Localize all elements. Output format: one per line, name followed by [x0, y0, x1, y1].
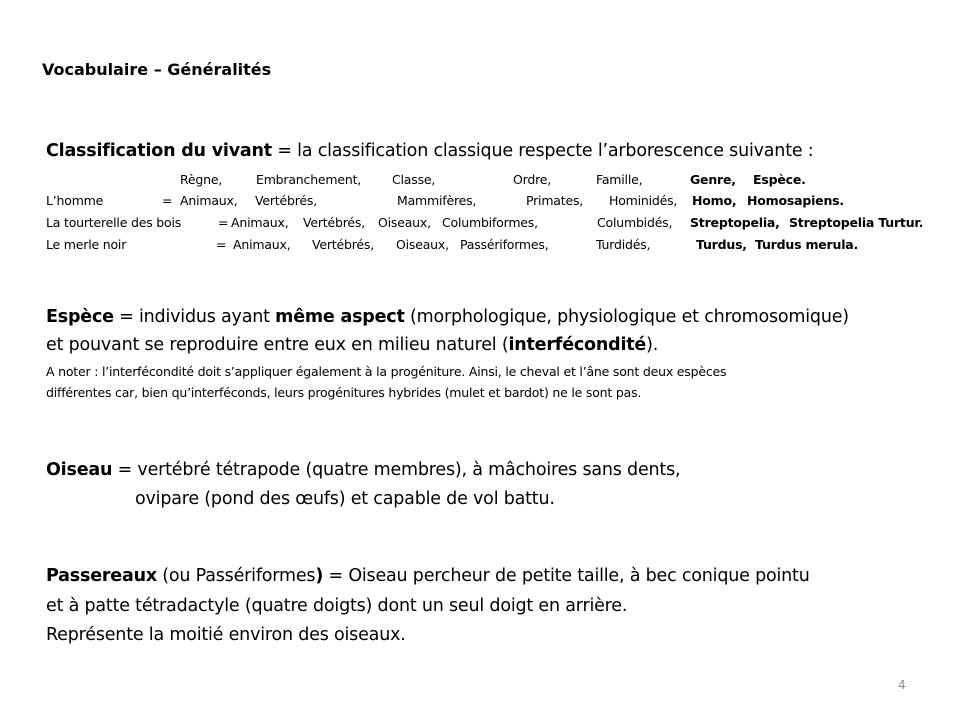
espece-bold-interfecondite: interfécondité [508, 335, 647, 355]
espece-line-2 [46, 335, 658, 355]
header-espece: Espèce. [753, 172, 806, 187]
classification-term: Classification du vivant [46, 141, 272, 161]
row-regne: Animaux, [231, 215, 289, 230]
row-ordre: Primates, [526, 193, 584, 208]
espece-text-b: (morphologique, physiologique et chromosomique) [404, 307, 849, 327]
row-espece: Turdus merula. [755, 237, 859, 252]
passereaux-term: Passereaux [46, 566, 157, 586]
classification-text: = la classification classique respecte l’arborescence suivante : [271, 141, 814, 161]
row-name: La tourterelle des bois [46, 215, 182, 230]
row-equals: = [216, 237, 227, 252]
row-famille: Hominidés, [609, 193, 678, 208]
row-name: Le merle noir [46, 237, 127, 252]
espece-line-1 [46, 307, 849, 327]
slide-title: Vocabulaire – Généralités [42, 60, 272, 79]
row-regne: Animaux, [233, 237, 291, 252]
row-espece: Homosapiens. [747, 193, 844, 208]
row-equals: = [162, 193, 173, 208]
header-ordre: Ordre, [513, 172, 552, 187]
row-name: L’homme [46, 193, 104, 208]
row-famille: Columbidés, [597, 215, 673, 230]
row-embranchement: Vertébrés, [303, 215, 365, 230]
espece-text-d: ). [646, 335, 659, 355]
classification-definition [46, 141, 813, 161]
row-classe: Mammifères, [397, 193, 477, 208]
row-ordre: Columbiformes, [442, 215, 538, 230]
row-equals: = [218, 215, 229, 230]
row-espece: Streptopelia Turtur. [789, 215, 924, 230]
oiseau-line-2: ovipare (pond des œufs) et capable de vol battu. [135, 489, 555, 509]
passereaux-text-a: (ou Passériformes [156, 566, 316, 586]
header-embranchement: Embranchement, [256, 172, 362, 187]
espece-text-a: = individus ayant [113, 307, 276, 327]
oiseau-text: = vertébré tétrapode (quatre membres), à mâchoires sans dents, [112, 460, 681, 480]
header-famille: Famille, [596, 172, 643, 187]
row-ordre: Passériformes, [460, 237, 549, 252]
espece-note-1: A noter : l’interfécondité doit s’appliquer également à la progéniture. Ainsi, le cheval et l’âne sont deux espèces [46, 364, 727, 379]
header-classe: Classe, [392, 172, 436, 187]
row-embranchement: Vertébrés, [255, 193, 317, 208]
passereaux-line-2: et à patte tétradactyle (quatre doigts) dont un seul doigt en arrière. [46, 596, 628, 616]
espece-note-2: différentes car, bien qu’interféconds, leurs progénitures hybrides (mulet et bardot) ne le sont pas. [46, 385, 642, 400]
passereaux-text-b: = Oiseau percheur de petite taille, à bec conique pointu [323, 566, 810, 586]
page-number: 4 [898, 678, 906, 692]
espece-bold-aspect: même aspect [275, 307, 405, 327]
row-genre: Homo, [692, 193, 737, 208]
row-classe: Oiseaux, [378, 215, 431, 230]
row-genre: Turdus, [696, 237, 747, 252]
row-famille: Turdidés, [596, 237, 651, 252]
passereaux-line-3: Représente la moitié environ des oiseaux. [46, 625, 406, 645]
espece-text-c: et pouvant se reproduire entre eux en milieu naturel ( [46, 335, 509, 355]
row-classe: Oiseaux, [396, 237, 449, 252]
passereaux-paren: ) [315, 566, 324, 586]
espece-term: Espèce [46, 307, 114, 327]
header-genre: Genre, [690, 172, 736, 187]
row-embranchement: Vertébrés, [312, 237, 374, 252]
passereaux-line-1 [46, 566, 810, 586]
oiseau-line-1 [46, 460, 680, 480]
oiseau-term: Oiseau [46, 460, 113, 480]
header-regne: Règne, [180, 172, 223, 187]
row-regne: Animaux, [180, 193, 238, 208]
row-genre: Streptopelia, [690, 215, 780, 230]
